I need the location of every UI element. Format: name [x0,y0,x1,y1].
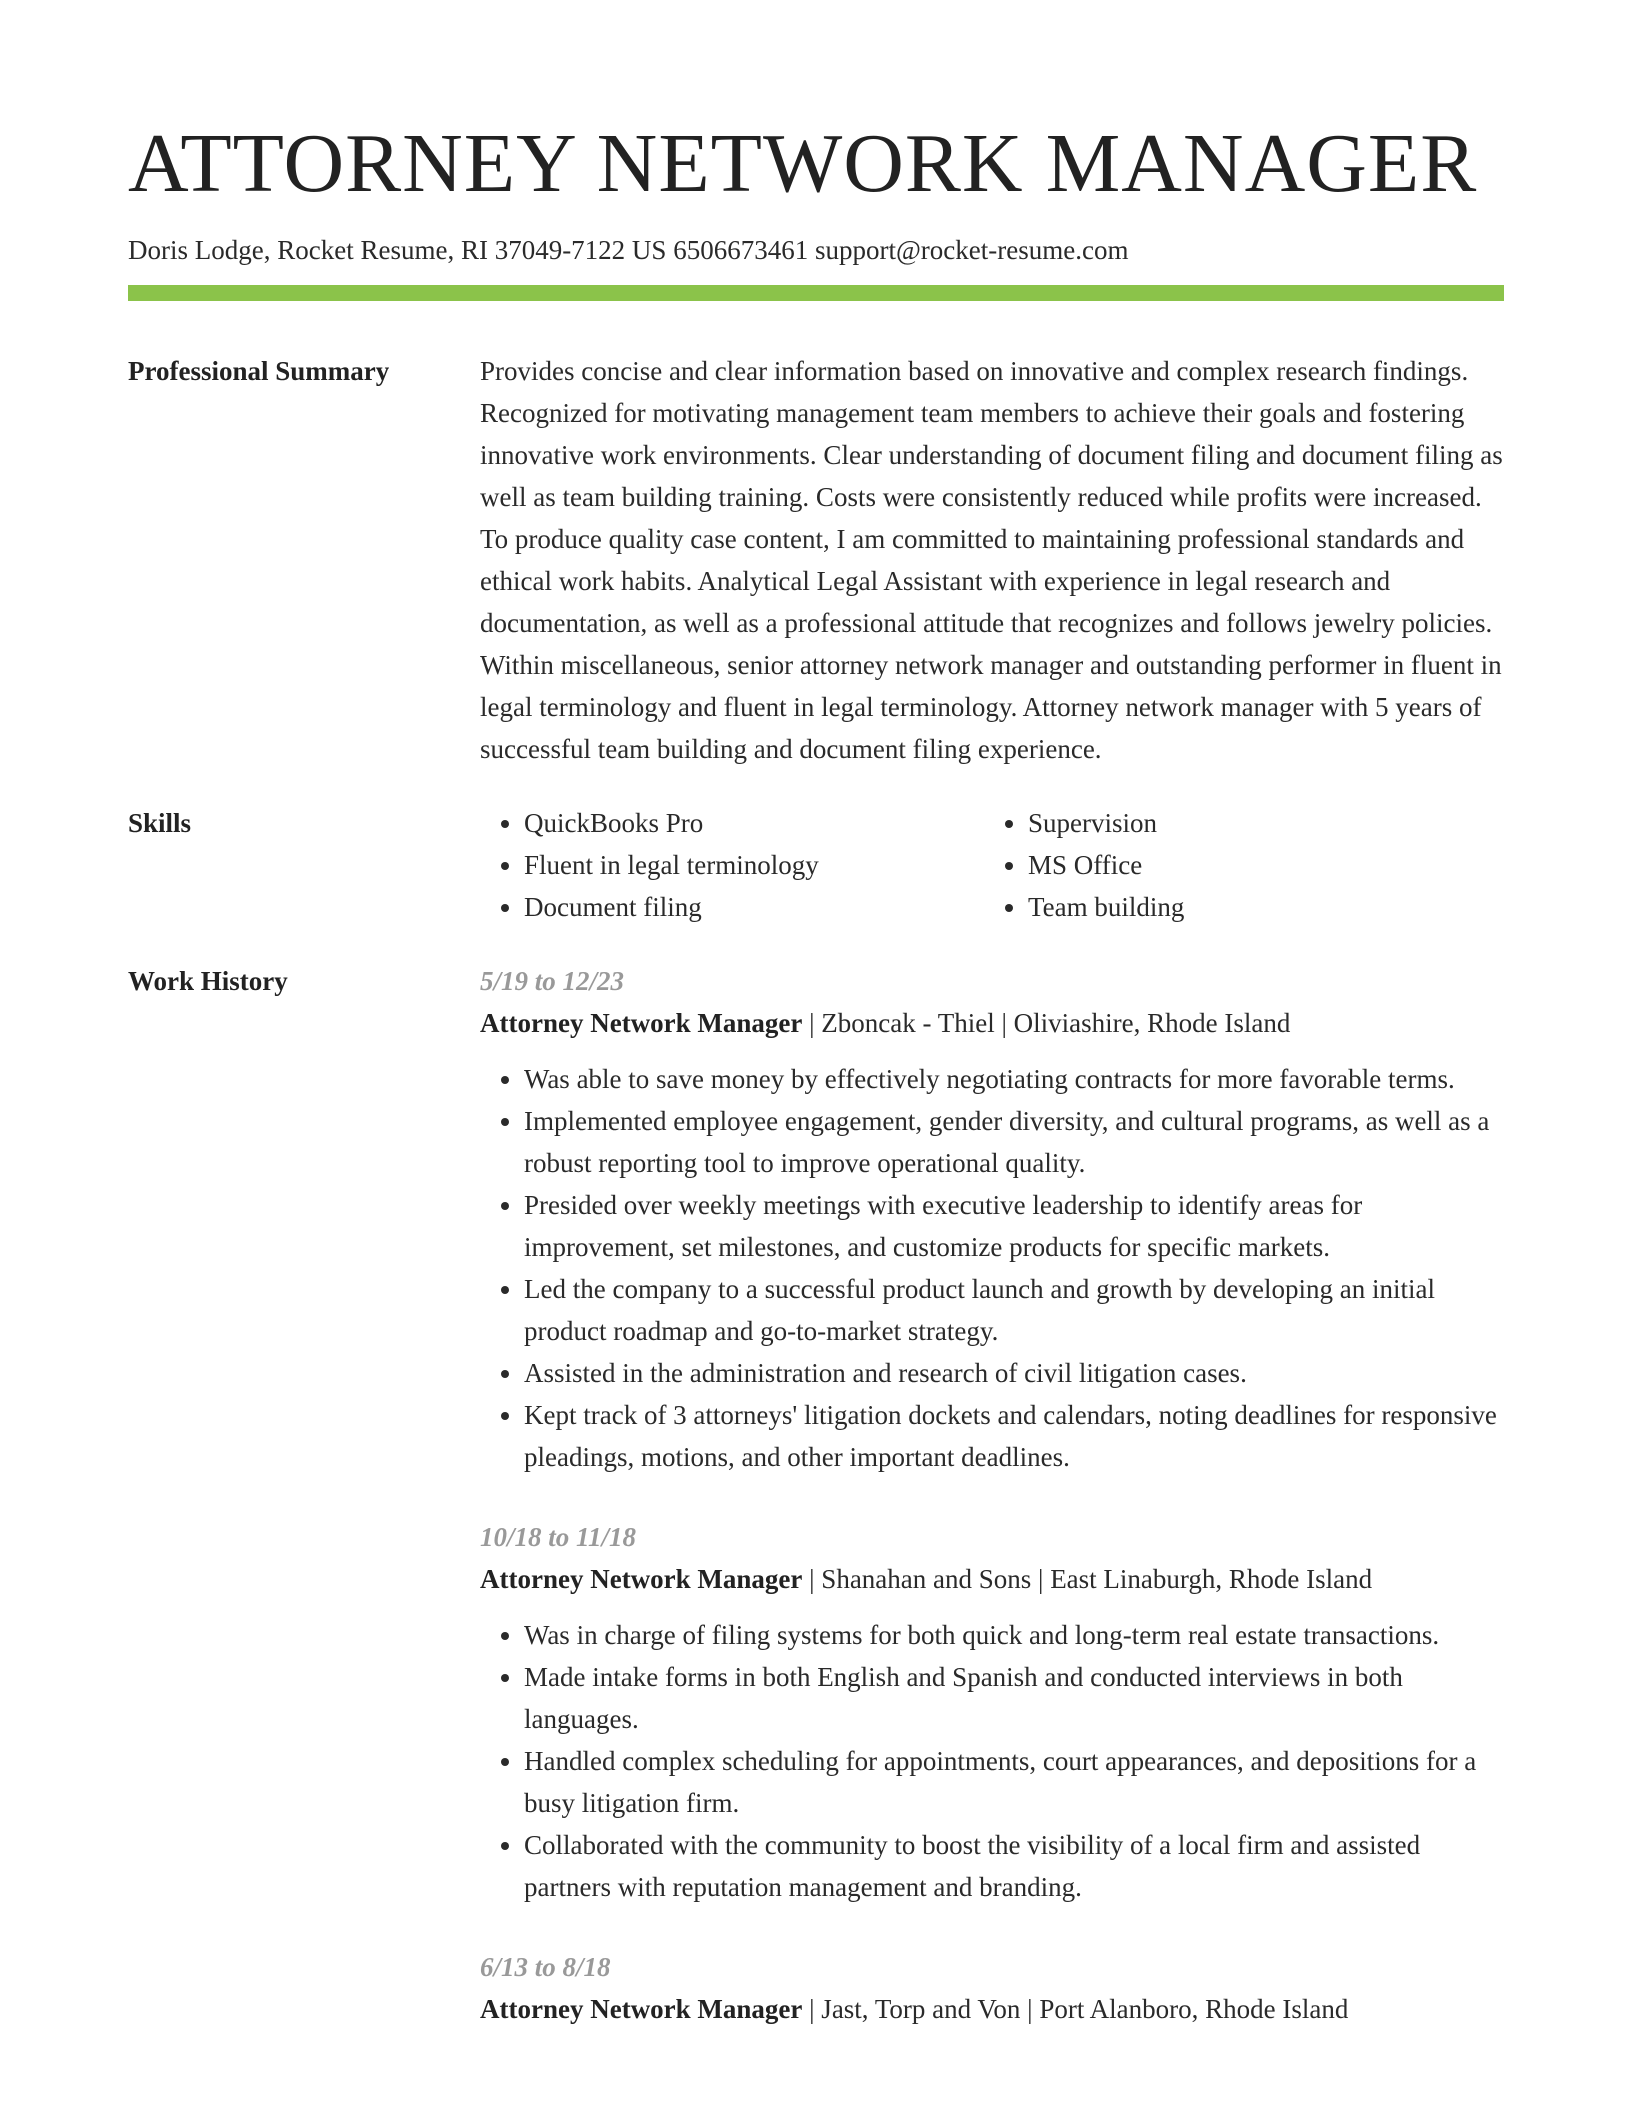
work-history-label: Work History [128,966,288,996]
skill-item: • Team building [1028,886,1488,928]
summary-label: Professional Summary [128,356,390,386]
job-title-line [480,1558,1504,1600]
job-dates: 10/18 to 11/18 [480,1522,637,1552]
job-title: Attorney Network Manager [480,1994,803,2024]
skills-section [128,802,1504,928]
job-dates: 5/19 to 12/23 [480,966,625,996]
job-title-line [480,1988,1504,2030]
skills-column-2 [984,802,1488,928]
job-bullet: • Assisted in the administration and research of civil litigation cases. [524,1352,1504,1394]
job-bullet: • Was in charge of filing systems for both quick and long-term real estate transactions. [524,1614,1504,1656]
job-entry [480,1946,1504,2030]
job-bullet: • Presided over weekly meetings with executive leadership to identify areas for improvement, set milestones, and customize products for specific markets. [524,1184,1504,1268]
contact-line: Doris Lodge, Rocket Resume, RI 37049-7122 US 6506673461 support@rocket-resume.com [128,235,1129,265]
job-entry [480,960,1504,1478]
job-title-line [480,1002,1504,1044]
skills-label: Skills [128,808,192,838]
job-bullet: • Implemented employee engagement, gender diversity, and cultural programs, as well as a robust reporting tool to improve operational quality. [524,1100,1504,1184]
skills-grid [480,802,1504,928]
resume-name: ATTORNEY NETWORK MANAGER [128,117,1478,210]
job-bullet: • Kept track of 3 attorneys' litigation dockets and calendars, noting deadlines for responsive pleadings, motions, and other important deadlines. [524,1394,1504,1478]
job-employer-location: | Jast, Torp and Von | Port Alanboro, Rhode Island [802,1994,1349,2024]
work-history-section [128,960,1504,2068]
skill-item: • Document filing [524,886,984,928]
job-bullet: • Was able to save money by effectively negotiating contracts for more favorable terms. [524,1058,1504,1100]
skills-body [480,802,1504,928]
job-bullet: • Collaborated with the community to boost the visibility of a local firm and assisted partners with reputation management and branding. [524,1824,1504,1908]
job-bullets [480,1614,1504,1908]
resume-sections [128,350,1504,2068]
skill-item: • QuickBooks Pro [524,802,984,844]
skills-column-1 [480,802,984,928]
job-employer-location: | Shanahan and Sons | East Linaburgh, Rhode Island [802,1564,1373,1594]
skill-item: • Supervision [1028,802,1488,844]
job-bullet: • Led the company to a successful product launch and growth by developing an initial product roadmap and go-to-market strategy. [524,1268,1504,1352]
header-accent-rule [128,285,1504,301]
job-employer-location: | Zboncak - Thiel | Oliviashire, Rhode Island [802,1008,1291,1038]
job-title: Attorney Network Manager [480,1008,803,1038]
job-dates: 6/13 to 8/18 [480,1952,611,1982]
job-bullet: • Made intake forms in both English and Spanish and conducted interviews in both languages. [524,1656,1504,1740]
summary-section [128,350,1504,770]
summary-body [480,350,1504,770]
job-bullet: • Handled complex scheduling for appointments, court appearances, and depositions for a busy litigation firm. [524,1740,1504,1824]
skill-item: • Fluent in legal terminology [524,844,984,886]
skill-item: • MS Office [1028,844,1488,886]
summary-text: Provides concise and clear information based on innovative and complex research findings. Recognized for motivating management team members to achieve their goals and fostering innovative work environments. Clear understanding of document filing and document filing as well as team building training. Costs were consistently reduced while profits were increased. To produce quality case content, I am committed to maintaining professional standards and ethical work habits. Analytical Legal Assistant with experience in legal research and documentation, as well as a professional attitude that recognizes and follows jewelry policies. Within miscellaneous, senior attorney network manager and outstanding performer in fluent in legal terminology and fluent in legal terminology. Attorney network manager with 5 years of successful team building and document filing experience. [480,356,1503,764]
job-title: Attorney Network Manager [480,1564,803,1594]
job-entry [480,1516,1504,1908]
job-bullets [480,1058,1504,1478]
work-history-body [480,960,1504,2068]
